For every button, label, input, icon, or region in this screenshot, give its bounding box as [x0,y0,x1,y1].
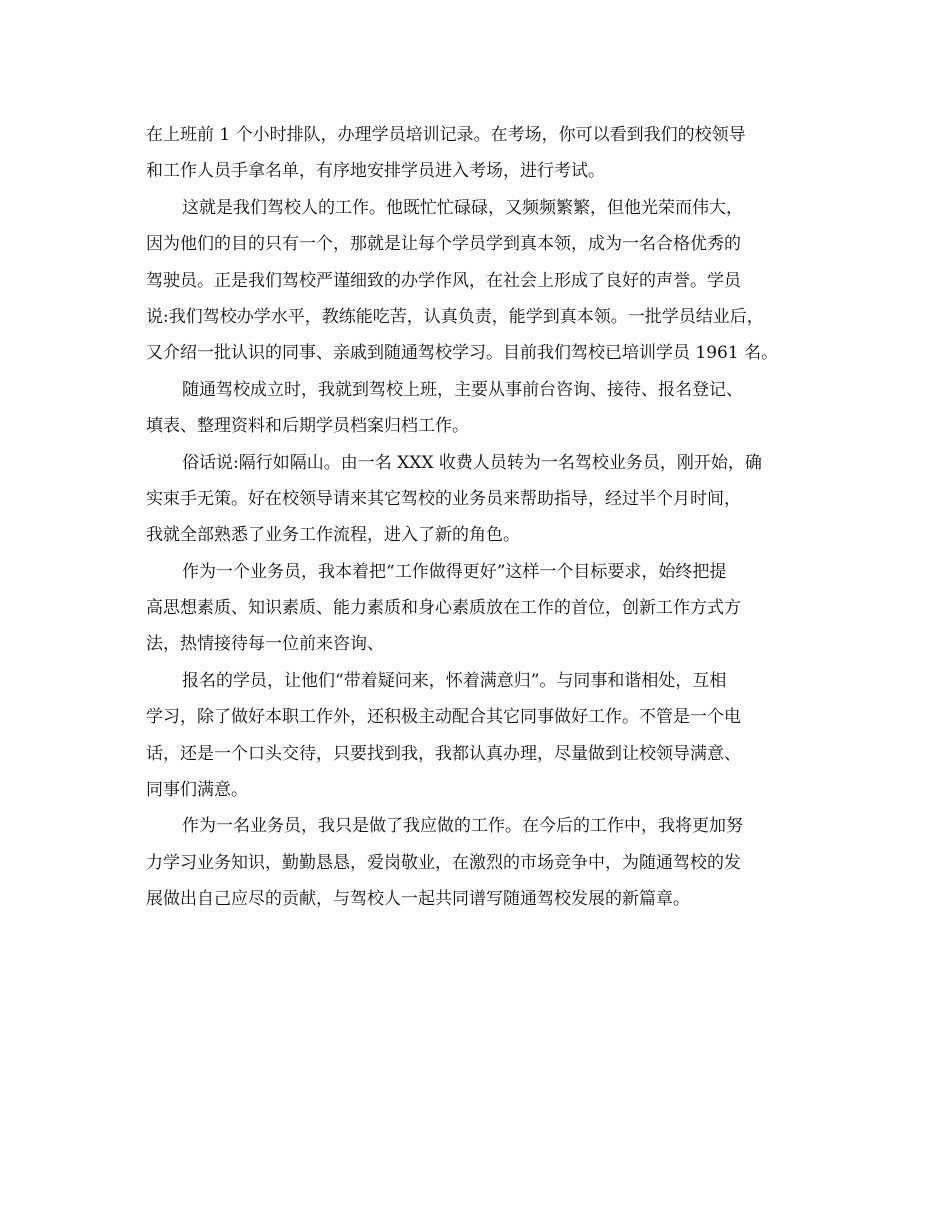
paragraph [146,808,826,917]
text-line: 展做出自己应尽的贡献，与驾校人一起共同谱写随通驾校发展的新篇章。 [146,889,690,910]
text-line: 学习，除了做好本职工作外，还积极主动配合其它同事做好工作。不管是一个电 [146,707,741,728]
text-line: 随通驾校成立时，我就到驾校上班，主要从事前台咨询、接待、报名登记、 [182,379,743,400]
text-line: 这就是我们驾校人的工作。他既忙忙碌碌，又频频繁繁，但他光荣而伟大， [182,197,743,218]
paragraph [146,190,826,372]
text-line: 法，热情接待每一位前来咨询、 [146,634,384,655]
paragraph [146,445,826,554]
text-line: 我就全部熟悉了业务工作流程，进入了新的角色。 [146,525,520,546]
document-body [146,117,826,918]
text-line: 俗话说:隔行如隔山。由一名 XXX 收费人员转为一名驾校业务员，刚开始，确 [182,452,762,473]
text-line: 报名的学员，让他们“带着疑问来，怀着满意归”。与同事和谐相处，互相 [182,670,727,691]
text-line: 又介绍一批认识的同事、亲戚到随通驾校学习。目前我们驾校已培训学员 1961 名。 [146,343,779,364]
text-line: 高思想素质、知识素质、能力素质和身心素质放在工作的首位，创新工作方式方 [146,598,741,619]
paragraph [146,554,826,663]
paragraph [146,372,826,445]
text-line: 实束手无策。好在校领导请来其它驾校的业务员来帮助指导，经过半个月时间， [146,488,741,509]
text-line: 力学习业务知识，勤勤恳恳，爱岗敬业，在激烈的市场竞争中，为随通驾校的发 [146,852,741,873]
text-line: 和工作人员手拿名单，有序地安排学员进入考场，进行考试。 [146,161,605,182]
text-line: 话，还是一个口头交待，只要找到我，我都认真办理，尽量做到让校领导满意、 [146,743,741,764]
text-line: 作为一名业务员，我只是做了我应做的工作。在今后的工作中，我将更加努 [182,816,743,837]
text-line: 驾驶员。正是我们驾校严谨细致的办学作风，在社会上形成了良好的声誉。学员 [146,270,741,291]
text-line: 说:我们驾校办学水平，教练能吃苦，认真负责，能学到真本领。一批学员结业后， [146,306,764,327]
text-line: 同事们满意。 [146,780,248,801]
text-line: 作为一个业务员，我本着把“工作做得更好”这样一个目标要求，始终把提 [182,561,727,582]
paragraph [146,117,826,190]
text-line: 填表、整理资料和后期学员档案归档工作。 [146,416,469,437]
paragraph [146,663,826,809]
text-line: 在上班前 1 个小时排队，办理学员培训记录。在考场，你可以看到我们的校领导 [146,125,746,145]
text-line: 因为他们的目的只有一个，那就是让每个学员学到真本领，成为一名合格优秀的 [146,234,741,255]
